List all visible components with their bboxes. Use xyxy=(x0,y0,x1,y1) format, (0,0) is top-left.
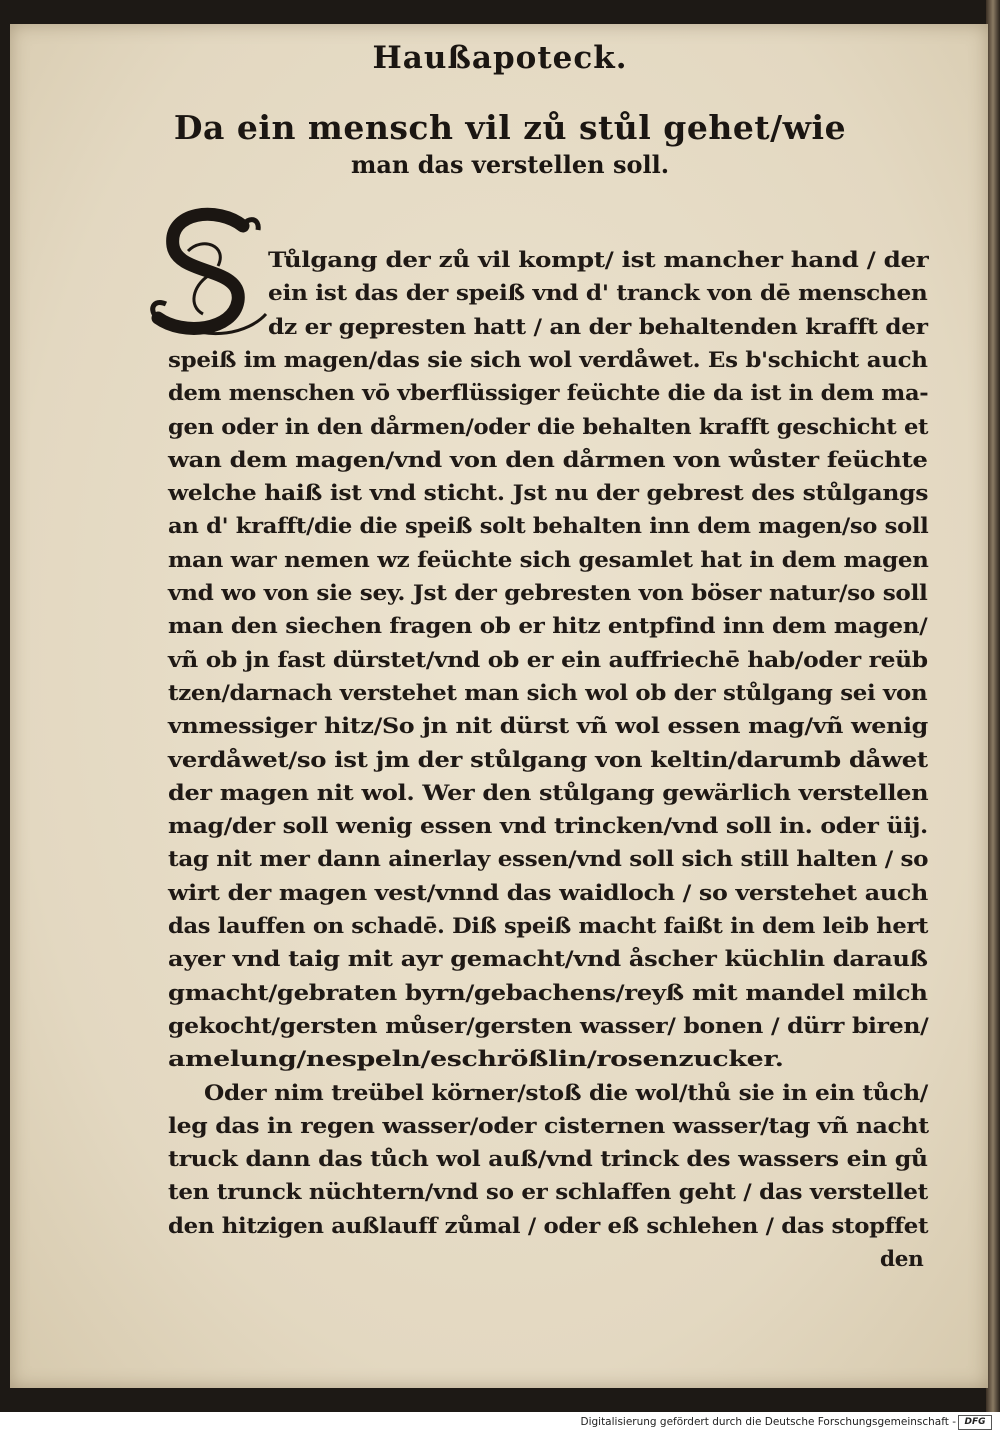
body-line: man war nemen wz feüchte sich gesamlet hat in dem magen xyxy=(168,547,929,573)
body-line: an d' krafft/die die speiß solt behalten inn dem magen/so soll xyxy=(168,514,929,540)
digitization-credit: Digitalisierung gefördert durch die Deutsche Forschungsgemeinschaft - xyxy=(580,1416,956,1428)
body-line: wan dem magen/vnd von den dårmen von wůster feüchte xyxy=(168,447,928,473)
body-line: den hitzigen außlauff zůmal / oder eß schlehen / das stopffet xyxy=(168,1213,929,1239)
body-line: der magen nit wol. Wer den stůlgang gewärlich verstellen xyxy=(168,780,929,806)
body-line: dz er gepresten hatt / an der behaltenden krafft der xyxy=(268,314,928,340)
body-line: wirt der magen vest/vnnd das waidloch / so verstehet auch xyxy=(168,880,928,906)
body-line: vnmessiger hitz/So jn nit dürst vñ wol essen mag/vñ wenig xyxy=(168,714,928,740)
body-line: dem menschen vō vberflüssiger feüchte die da ist in dem ma- xyxy=(168,381,929,407)
catchword: den xyxy=(880,1247,924,1272)
body-line: gekocht/gersten můser/gersten wasser/ bonen / dürr biren/ xyxy=(168,1013,929,1039)
body-line: das lauffen on schadē. Diß speiß macht faißt in dem leib hert xyxy=(168,914,929,939)
body-line: Tůlgang der zů vil kompt/ ist mancher hand / der xyxy=(268,248,929,273)
body-line: ten trunck nüchtern/vnd so er schlaffen geht / das verstellet xyxy=(168,1180,928,1206)
body-line: man den siechen fragen ob er hitz entpfind inn dem magen/ xyxy=(168,614,928,640)
body-line: verdåwet/so ist jm der stůlgang von keltin/darumb dåwet xyxy=(168,747,928,773)
body-line: gmacht/gebraten byrn/gebachens/reyß mit mandel milch xyxy=(168,980,928,1006)
body-line: vnd wo von sie sey. Jst der gebresten von böser natur/so soll xyxy=(168,581,928,606)
body-line: welche haiß ist vnd sticht. Jst nu der gebrest des stůlgangs xyxy=(168,481,929,507)
chapter-title-line-2: man das verstellen soll. xyxy=(350,150,670,179)
body-line: tag nit mer dann ainerlay essen/vnd soll sich still halten / so xyxy=(168,847,929,873)
body-line: speiß im magen/das sie sich wol verdåwet. Es b'schicht auch xyxy=(168,347,928,373)
body-line: Oder nim treübel körner/stoß die wol/thů sie in ein tůch/ xyxy=(204,1080,928,1106)
body-line: ein ist das der speiß vnd d' tranck von dē menschen xyxy=(268,281,928,307)
body-line: amelung/nespeln/eschrößlin/rosenzucker. xyxy=(168,1047,784,1073)
dfg-logo: DFG xyxy=(958,1415,992,1430)
body-line: mag/der soll wenig essen vnd trincken/vnd soll in. oder üij. xyxy=(168,814,928,840)
body-line: truck dann das tůch wol auß/vnd trinck des wassers ein gů xyxy=(168,1147,928,1173)
body-line: vñ ob jn fast dürstet/vnd ob er ein auffriechē hab/oder reüb xyxy=(168,647,928,673)
running-head: Haußapoteck. xyxy=(372,40,628,76)
body-line: gen oder in den dårmen/oder die behalten krafft geschicht et xyxy=(168,414,929,440)
body-line: ayer vnd taig mit ayr gemacht/vnd åscher küchlin darauß xyxy=(168,947,928,973)
chapter-title-line-1: Da ein mensch vil zů stůl gehet/wie xyxy=(173,108,847,147)
body-line: leg das in regen wasser/oder cisternen wasser/tag vñ nacht xyxy=(168,1113,929,1139)
svg-text:S: S xyxy=(204,279,218,303)
body-line: tzen/darnach verstehet man sich wol ob der stůlgang sei von xyxy=(168,680,928,706)
